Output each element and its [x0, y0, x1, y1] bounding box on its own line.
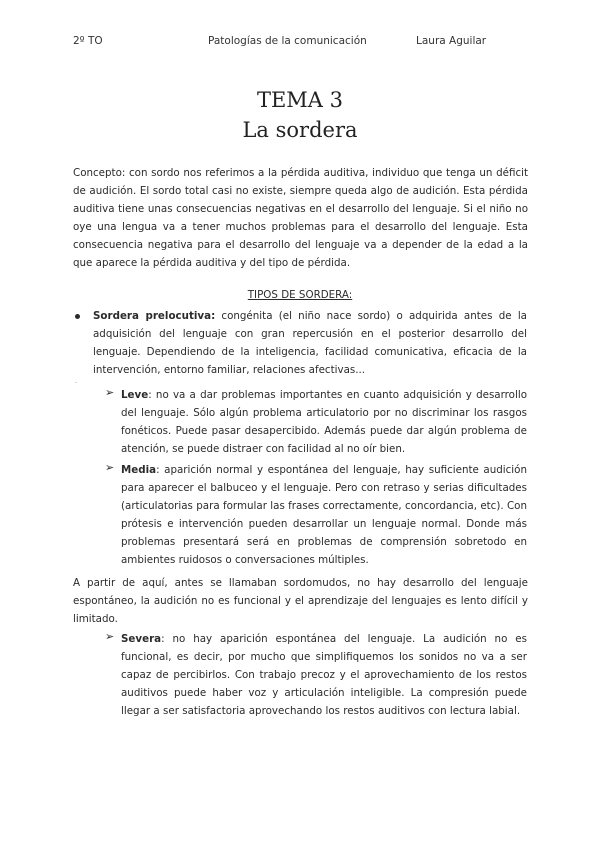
text-severa: : no hay aparición espontánea del lenguaje. La audición no es funcional, es decir, por mucho que simplifiquemos los sonidos no va a ser capaz de percibirlos. Con trabajo precoz y el aprovechamiento de los restos auditivos puede haber voz y articulación inteligible. La compresión puede llegar a ser satisfactoria aprovechando los restos auditivos con lectura labial.	[121, 633, 527, 717]
header-author: Laura Aguilar	[416, 35, 487, 47]
intro-paragraph: Concepto: con sordo nos referimos a la pérdida auditiva, individuo que tenga un déficit de audición. El sordo total casi no existe, siempre queda algo de audición. Esta pérdida auditiva tiene unas consecuencias negativas en el desarrollo del lenguaje. Si el niño no oye una lengua va a tener muchos problemas para el desarrollo del lenguaje. Esta consecuencia negativa para el desarrollo del lenguaje va a depender de la edad a la que aparece la pérdida auditiva y del tipo de pérdida.	[73, 167, 528, 269]
title-topic: TEMA 3	[256, 88, 344, 112]
arrow-icon: ➢	[105, 630, 115, 643]
transition-paragraph: A partir de aquí, antes se llamaban sordomudos, no hay desarrollo del lenguaje espontáneo, la audición no es funcional y el aprendizaje del lenguajes es lento difícil y limitado.	[73, 577, 528, 625]
term-media: Media	[121, 464, 157, 476]
text-prelocutiva: congénita (el niño nace sordo) o adquirida antes de la adquisición del lenguaje con gran repercusión en el posterior desarrollo del lenguaje. Dependiendo de la inteligencia, facilidad comunicativa, eficacia de la intervención, entorno familiar, relaciones afectivas...	[93, 310, 527, 376]
title-subject: La sordera	[242, 118, 358, 142]
bullet-prelocutiva	[93, 307, 527, 379]
term-leve: Leve	[121, 389, 149, 401]
text-leve: : no va a dar problemas importantes en cuanto adquisición y desarrollo del lenguaje. Sólo algún problema articulatorio por no discriminar los rasgos fonéticos. Puede pasar desapercibido. Además puede dar algún problema de atención, se puede distraer con facilidad al no oír bien.	[121, 389, 527, 455]
text-media: : aparición normal y espontánea del lenguaje, hay suficiente audición para aparecer el balbuceo y el lenguaje. Pero con retraso y serias dificultades (articulatorias para formular las frases correctamente, concordancia, etc). Con prótesis e intervención pueden desarrollar un lenguaje normal. Donde más problemas presentará será en problemas de comprensión sobretodo en ambientes ruidosos o conversaciones múltiples.	[121, 464, 527, 566]
bullet-icon	[75, 314, 80, 319]
sub-marker: ·	[75, 380, 77, 387]
item-leve	[121, 386, 527, 458]
term-severa: Severa	[121, 633, 162, 645]
types-heading: TIPOS DE SORDERA:	[247, 289, 353, 301]
header-subject: Patologías de la comunicación	[208, 35, 367, 47]
arrow-icon: ➢	[105, 461, 115, 474]
term-prelocutiva: Sordera prelocutiva:	[93, 310, 216, 322]
item-media	[121, 461, 527, 569]
arrow-icon: ➢	[105, 386, 115, 399]
header-course: 2º TO	[73, 35, 103, 47]
item-severa	[121, 630, 527, 720]
